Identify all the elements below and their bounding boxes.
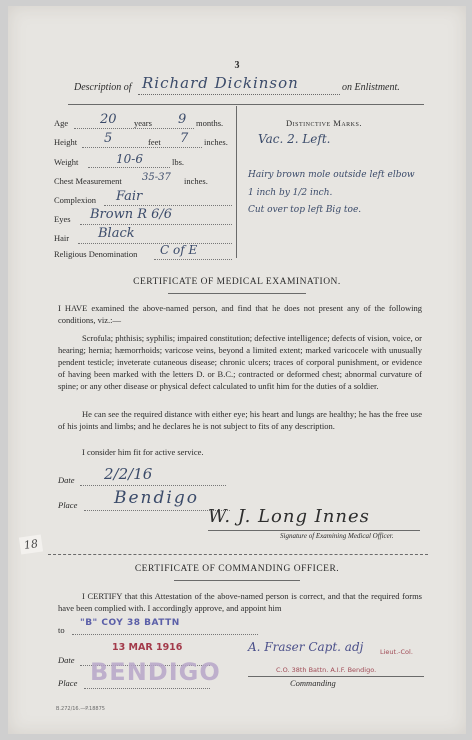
description-suffix: on Enlistment. <box>342 82 400 93</box>
hair-label: Hair <box>54 233 70 243</box>
distinctive-mark-3: 1 inch by 1/2 inch. <box>248 188 333 198</box>
weight-label: Weight <box>54 157 79 167</box>
lbs-label: lbs. <box>172 157 185 167</box>
form-reference: B.272/16.—P.18875 <box>56 706 105 712</box>
chest-value: 35-37 <box>142 172 171 183</box>
distinctive-mark-2: Hairy brown mole outside left elbow <box>248 170 415 180</box>
height-inches: 7 <box>180 131 189 146</box>
inches-label: inches. <box>204 137 228 147</box>
complexion-label: Complexion <box>54 195 97 205</box>
distinctive-marks-title: Distinctive Marks. <box>286 118 362 128</box>
height-label: Height <box>54 137 78 147</box>
medical-place-label: Place <box>58 500 78 510</box>
commanding-place-label: Place <box>58 678 78 688</box>
commanding-statement: I CERTIFY that this Attestation of the above-named person is correct, and that the required forms have been complied with. I accordingly approve, and appoint him <box>58 591 422 613</box>
chest-unit: inches. <box>184 176 208 186</box>
medical-date-value: 2/2/16 <box>104 465 153 483</box>
medical-intro: I HAVE examined the above-named person, and find that he does not present any of the following conditions, viz.:— <box>58 303 422 325</box>
hair-value: Black <box>98 226 135 241</box>
age-label: Age <box>54 118 69 128</box>
appoint-to-label: to <box>58 625 65 635</box>
distinctive-mark-4: Cut over top left Big toe. <box>248 205 362 215</box>
medical-place-value: Bendigo <box>114 488 199 508</box>
feet-label: feet <box>148 137 161 147</box>
commanding-date-label: Date <box>58 655 75 665</box>
recruit-name: Richard Dickinson <box>142 74 299 92</box>
medical-fit-statement: I consider him fit for active service. <box>82 447 204 457</box>
company-stamp: "B" COY 38 BATTN <box>80 618 180 628</box>
description-prefix: Description of <box>74 82 132 93</box>
medical-conditions: Scrofula; phthisis; syphilis; impaired constitution; defective intelligence; defects of vision, voice, or hearing; hernia; hæmorrhoids; varicose veins, beyond a limited extent; marked varicocele with unusually pendent testicle; inveterate cutaneous disease; chronic ulcers; traces of corporal punishment, or evidence of having been marked with the letters D. or B.C.; contracted or deformed chest; abnormal curvature of spine; or any other disease or physical defect calculated to unfit him for the duties of a soldier. <box>58 333 422 391</box>
complexion-value: Fair <box>116 189 143 204</box>
eyes-value: Brown R 6/6 <box>90 207 173 222</box>
medical-officer-signature: W. J. Long Innes <box>208 506 370 527</box>
medical-signature-caption: Signature of Examining Medical Officer. <box>280 532 394 540</box>
age-months: 9 <box>178 112 187 127</box>
page-number: 3 <box>234 60 240 71</box>
commanding-officer-signature: A. Fraser Capt. adj <box>248 640 364 654</box>
medical-date-label: Date <box>58 475 75 485</box>
commanding-certificate-title: CERTIFICATE OF COMMANDING OFFICER. <box>134 564 340 574</box>
place-stamp: BENDIGO <box>90 658 221 686</box>
years-label: years <box>134 118 152 128</box>
attestation-page <box>8 6 466 734</box>
medical-certificate-title: CERTIFICATE OF MEDICAL EXAMINATION. <box>133 277 341 287</box>
weight-value: 10-6 <box>116 152 143 166</box>
age-years: 20 <box>100 112 117 127</box>
height-feet: 5 <box>104 131 113 146</box>
margin-note: 18 <box>19 535 43 555</box>
chest-label: Chest Measurement <box>54 176 122 186</box>
rank-stamp: Lieut.-Col. <box>380 648 413 656</box>
eyes-label: Eyes <box>54 214 71 224</box>
unit-stamp: C.O. 38th Battn. A.I.F. Bendigo. <box>276 666 377 674</box>
religion-value: C of E <box>160 243 198 257</box>
date-stamp: 13 MAR 1916 <box>112 642 183 653</box>
months-label: months. <box>196 118 224 128</box>
distinctive-mark-1: Vac. 2. Left. <box>258 132 331 146</box>
commanding-label: Commanding <box>290 678 336 688</box>
medical-fitness: He can see the required distance with either eye; his heart and lungs are healthy; he has the free use of his joints and limbs; and he declares he is not subject to fits of any description. <box>58 409 422 431</box>
religion-label: Religious Denomination <box>54 249 138 259</box>
